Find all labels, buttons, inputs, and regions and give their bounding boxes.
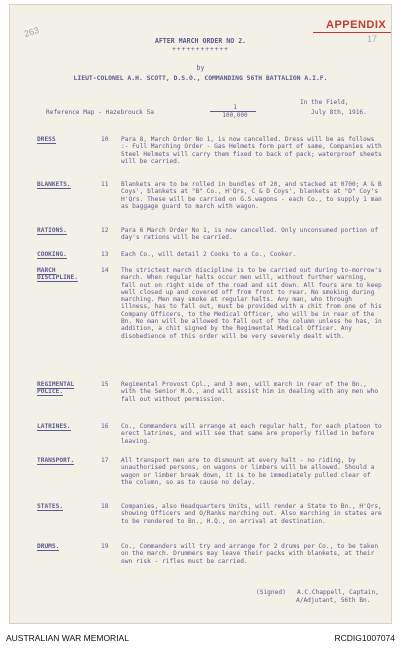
folio-number-right: 17 bbox=[367, 34, 378, 44]
paragraph-text: The strictest march discipline is to be carried out during to-morrow's march. When regular halts occur men will, without further warning, fall out on right side of the road and sit down. All fours are to keep well closed up and covered off from front to rear. No smoking during marching. Men may smoke at regular halts. Any man, who through illness, has to fall out, must be provided with a chit from one of his Company Officers, to the Medical Officer, who will be in rear of the Bn. No man will be allowed to fall out of the column unless he has, in addition, a chit signed by the Regimental Medical Officer. Any disobedience of this order will be very severely dealt with. bbox=[121, 267, 382, 340]
place-line: In the Field, bbox=[300, 99, 349, 106]
paragraph-label: COOKING. bbox=[37, 251, 67, 258]
paragraph-text: All transport men are to dismount at every halt - no riding, by unauthorised persons, on wagons or limbers will be allowed. Should a wagon or limber break down, it is to be immediately pulled clear of the column, so as to cause no delay. bbox=[121, 457, 375, 486]
archive-name: AUSTRALIAN WAR MEMORIAL bbox=[6, 633, 129, 643]
paragraph-text: Companies, also Headquarters Units, will render a State to Bn., H'Qrs, showing Officers and O/Ranks marching out. Also marching in states are to be rendered to Bn., H.Q., on arrival at destination. bbox=[121, 503, 382, 525]
folio-number: 263 bbox=[22, 24, 41, 40]
paragraph-text: Co., Commanders will arrange at each regular halt, for each platoon to erect latrines, and will see that same are properly filled in before leaving. bbox=[121, 423, 382, 445]
paragraph-number: 16 bbox=[101, 423, 109, 430]
scale-numerator: 1 bbox=[233, 104, 237, 111]
paragraph-label: DRESS bbox=[37, 136, 56, 143]
appendix-stamp: APPENDIX bbox=[326, 19, 387, 31]
paragraph-number: 18 bbox=[101, 503, 109, 510]
paragraph-number: 13 bbox=[101, 251, 109, 258]
paragraph-number: 10 bbox=[101, 136, 109, 143]
paragraph-text: Each Co., will detail 2 Cooks to a Co., Cooker. bbox=[121, 251, 297, 258]
paragraph-label: DRUMS. bbox=[37, 543, 60, 550]
stamp-underline bbox=[313, 32, 391, 33]
paragraph-text: Para 6 March Order No 1, is now cancelled. Only unconsumed portion of day's rations will be carried. bbox=[121, 227, 379, 242]
paragraph-number: 12 bbox=[101, 227, 109, 234]
paragraph-text: Blankets are to be rolled in bundles of 20, and stacked at 0700; A & B Coys', blankets at "B" Co., H'Qrs, C & D Coys', blankets at "D" Coy's H'Qrs. These will be carried on G.S.wagons - each Co., to supply 1 man as baggage guard to march with wagon. bbox=[121, 181, 382, 210]
paragraph-label: LATRINES. bbox=[37, 423, 71, 430]
paragraph-number: 19 bbox=[101, 543, 109, 550]
paragraph-label: TRANSPORT. bbox=[37, 457, 75, 464]
paragraph-number: 17 bbox=[101, 457, 109, 464]
order-title: AFTER MARCH ORDER NO 2. bbox=[154, 37, 247, 45]
scale-denominator: 100,000 bbox=[222, 112, 248, 119]
paragraph-number: 15 bbox=[101, 381, 109, 388]
commander-line: LIEUT-COLONEL A.H. SCOTT, D.S.O., COMMANDING 56TH BATTALION A.I.F. bbox=[73, 74, 328, 82]
title-rule: ++++++++++++ bbox=[172, 46, 229, 53]
paragraph-text: Regimental Provost Cpl., and 3 men, will march in rear of the Bn., with the Senior M.O., and will assist him in dealing with any men who fall out without permission. bbox=[121, 381, 379, 403]
paragraph-label: RATIONS. bbox=[37, 227, 67, 234]
archive-footer bbox=[0, 625, 403, 654]
by-line: by bbox=[196, 64, 205, 72]
paragraph-text: Para 8, March Order No 1, is now cancelled. Dress will be as follows :- Full Marching Order - Gas Helmets form part of same, Companies with Steel Helmets will carry them fixed to back of pack; waterproof sheets will be carried. bbox=[121, 136, 382, 165]
document-page bbox=[10, 5, 391, 623]
paragraph-text: Co., Commanders will try and arrange for 2 drums per Co., to be taken on the march. Drummers may leave their packs with blankets, at their own risk - rifles must be carried. bbox=[121, 543, 379, 565]
signature-line: (Signed) A.C.Chappell, Captain, bbox=[256, 589, 379, 596]
signature-title: A/Adjutant, 56th Bn. bbox=[296, 597, 371, 604]
paragraph-number: 14 bbox=[101, 267, 109, 274]
paragraph-label: REGIMENTAL POLICE. bbox=[37, 381, 75, 396]
paragraph-label: BLANKETS. bbox=[37, 181, 71, 188]
paragraph-number: 11 bbox=[101, 181, 109, 188]
reference-map: Reference Map - Hazebrouck 5a bbox=[46, 109, 155, 116]
archive-reference: RCDIG1007074 bbox=[334, 633, 395, 643]
order-date: July 8th, 1916. bbox=[311, 109, 367, 116]
paragraph-label: STATES. bbox=[37, 503, 64, 510]
paragraph-label: MARCH DISCIPLINE. bbox=[37, 267, 78, 282]
